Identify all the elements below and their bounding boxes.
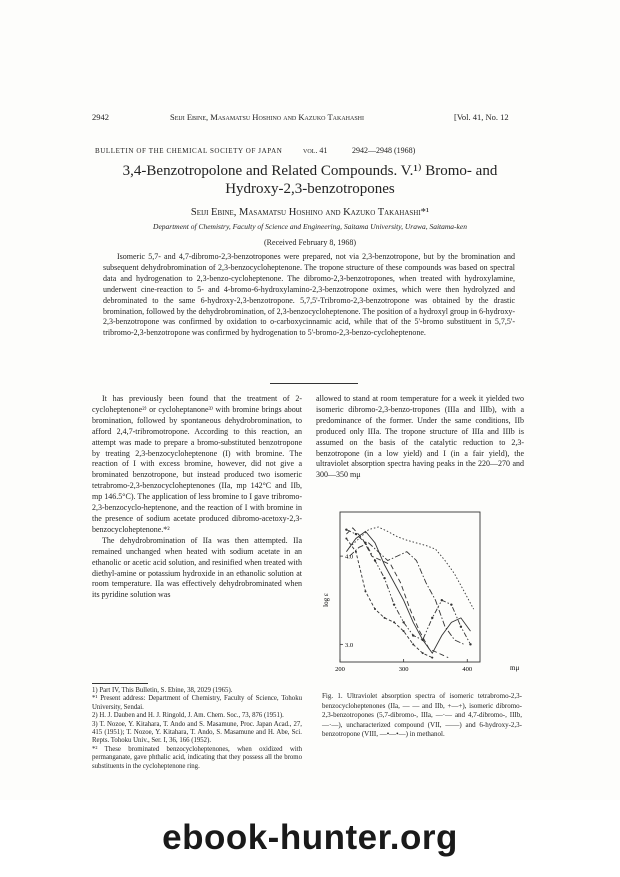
page-number: 2942 xyxy=(92,112,109,122)
paper-title-line1: 3,4-Benzotropolone and Related Compounds. V.¹⁾ Bromo- and xyxy=(122,163,498,179)
series-line-IIa xyxy=(346,528,448,658)
data-point-VIII xyxy=(431,617,433,619)
body-paragraph-1: It has previously been found that the treatment of 2-cycloheptenone²⁾ or cycloheptanone³⁾ with bromine brings about bromination, followed by spontaneous dehydrobromination, to afford 2,4,7-tribromotropone. According to this reaction, an attempt was made to prepare a bromo-substituted benzotropone by treating 2,3-benzocycloheptenone (I) with bromine. The reaction of I with excess bromine, however, did not give a brominated benzotropone, but instead produced two isomeric tetrabromo-2,3-benzocycloheptenones (IIa, mp 142°C and IIb, mp 146.5°C). The application of less bromine to I gave tribromo-2,3-benzocyclo-heptenone, and the reaction of I with bromine in the presence of sodium acetate produced dibromo-acetoxy-2,3-benzocycloheptenone.*² xyxy=(92,394,302,534)
journal-pages: 2942—2948 (1968) xyxy=(352,146,416,155)
figure-caption: Fig. 1. Ultraviolet absorption spectra of isomeric tetrabromo-2,3-benzocycloheptenones (IIa, — — and IIb, +—+), isomeric dibromo-2,3-benzotropones (5,7-dibromo-, IIIa, —·— and 4,7-dibromo-, IIIb, —·—), uncharacterized compound (VII, ——) and 6-hydroxy-2,3-benzotropone (VIII, —•—•—) in methanol. xyxy=(322,692,522,738)
section-divider xyxy=(270,383,358,384)
data-point-VIII xyxy=(422,639,424,641)
data-point-VIII xyxy=(469,643,471,645)
data-point-VIII xyxy=(355,533,357,535)
paper-title-line2: Hydroxy-2,3-benzotropones xyxy=(225,181,395,197)
footnote: *¹ Present address: Department of Chemistry, Faculty of Science, Tohoku University, Sendai. xyxy=(92,695,302,711)
data-point-IIb xyxy=(431,657,433,659)
data-point-IIb xyxy=(422,652,424,654)
running-authors: Seiji Ebine, Masamatsu Hoshino and Kazuko Takahashi xyxy=(170,112,364,122)
abstract: Isomeric 5,7- and 4,7-dibromo-2,3-benzotropones were prepared, not via 2,3-benzotropone, but by the bromination and subsequent dehydrobromination of 2,3-benzocycloheptenone. The tropone structure of these compounds was based on spectral data and hydrogenation to 2,3-benzo-cycloheptenone. The dibromo-2,3-benzotropones, when treated with hydroxylamine, underwent cine-reaction to 5- and 4-bromo-6-hydroxylamino-2,3-benzotropone oximes, which were then hydrolyzed and debrominated to the same 6-hydroxy-2,3-benzotropone. 5,7,5'-Tribromo-2,3-benzotropone was obtained by the drastic bromination, followed by the dehydrobromination, of 2,3-benzocycloheptenone. The position of a hydroxyl group in 6-hydroxy-2,3-benzotropone was confirmed by oxidation to o-carboxycinnamic acid, while that of the 5'-bromo substituent in 5,7,5'-tribromo-2,3-benzotropone was confirmed by hydrogenation to 5'-bromo-2,3-benzo-cycloheptenone. xyxy=(103,252,515,338)
footnote: 3) T. Nozoe, Y. Kitahara, T. Ando and S. Masamune, Proc. Japan Acad., 27, 415 (1951); T. Nozoe, Y. Kitahara, T. Ando, S. Masamune and H. Abe, Sci. Repts. Tohoku Univ., Ser. I, 36, 166 (1952). xyxy=(92,720,302,745)
data-point-VIII xyxy=(450,603,452,605)
affiliation: Department of Chemistry, Faculty of Science and Engineering, Saitama University, Urawa, Saitama-ken xyxy=(153,222,467,231)
received-date: (Received February 8, 1968) xyxy=(264,238,356,247)
data-point-VIII xyxy=(441,599,443,601)
y-tick-label: 3.0 xyxy=(345,641,354,649)
watermark-text: ebook-hunter.org xyxy=(162,818,458,857)
x-tick-label: 200 xyxy=(335,666,345,673)
data-point-VIII xyxy=(345,528,347,530)
data-point-IIb xyxy=(403,630,405,632)
footnote: 1) Part IV, This Bulletin, S. Ebine, 38, 2029 (1965). xyxy=(92,687,233,694)
data-point-VIII xyxy=(374,559,376,561)
data-point-IIb xyxy=(384,617,386,619)
body-paragraph-3: allowed to stand at room temperature for a week it yielded two isomeric dibromo-2,3-benzo-tropones (IIIa and IIIb), with a predominance of the former. Under the same conditions, IIb produced only IIIa. The tropone structure of IIIa and IIIb is assumed on the basis of the catalytic reduction to 2,3-benzotropone (in a low yield) and I (in a fair yield), the ultraviolet absorption spectra having peaks in the 220—270 and 300—350 mμ xyxy=(316,394,524,480)
footnote-divider xyxy=(92,683,148,684)
data-point-VIII xyxy=(364,542,366,544)
data-point-IIb xyxy=(355,551,357,553)
right-column xyxy=(316,394,524,481)
uv-spectrum-chart xyxy=(322,508,522,688)
journal-volume: vol. 41 xyxy=(303,146,328,155)
series-line-IIb xyxy=(346,539,432,658)
data-point-VIII xyxy=(412,634,414,636)
y-axis-label: log ε xyxy=(322,593,330,607)
journal-name: BULLETIN OF THE CHEMICAL SOCIETY OF JAPAN xyxy=(95,147,283,155)
footnote: 2) H. J. Dauben and H. J. Ringold, J. Am. Chem. Soc., 73, 876 (1951). xyxy=(92,712,284,720)
x-tick-label: 300 xyxy=(398,666,409,673)
paper-authors: Seiji Ebine, Masamatsu Hoshino and Kazuko Takahashi*¹ xyxy=(190,207,430,218)
y-tick-label: 4.0 xyxy=(345,553,354,561)
data-point-VIII xyxy=(402,621,404,623)
series-line-VIII xyxy=(346,530,470,645)
footnote: *² These brominated benzocycloheptenones, when oxidized with permanganate, gave phthalic acid, indicating that they possess all the bromo substituents in the cycloheptenone ring. xyxy=(92,745,302,770)
data-point-VIII xyxy=(393,603,395,605)
left-column xyxy=(92,394,302,601)
data-point-VIII xyxy=(383,577,385,579)
data-point-IIb xyxy=(412,643,414,645)
series-line-IIIa xyxy=(350,527,474,609)
data-point-VIII xyxy=(460,626,462,628)
data-point-IIb xyxy=(364,590,366,592)
running-volume: [Vol. 41, No. 12 xyxy=(454,112,509,122)
footnotes xyxy=(92,687,302,771)
x-axis-label: mμ xyxy=(510,664,520,672)
data-point-IIb xyxy=(374,608,376,610)
x-tick-label: 400 xyxy=(462,666,473,673)
data-point-IIb xyxy=(345,537,347,539)
data-point-IIb xyxy=(393,621,395,623)
body-paragraph-2: The dehydrobromination of IIa was then attempted. IIa remained unchanged when heated with sodium acetate in an ethanolic or acetic acid solution, and resinified when treated with diethyl-amine or potassium hydroxide in an ethanolic solution at room temperature. IIa was effectively dehydrobrominated when its pyridine solution was xyxy=(92,535,302,600)
